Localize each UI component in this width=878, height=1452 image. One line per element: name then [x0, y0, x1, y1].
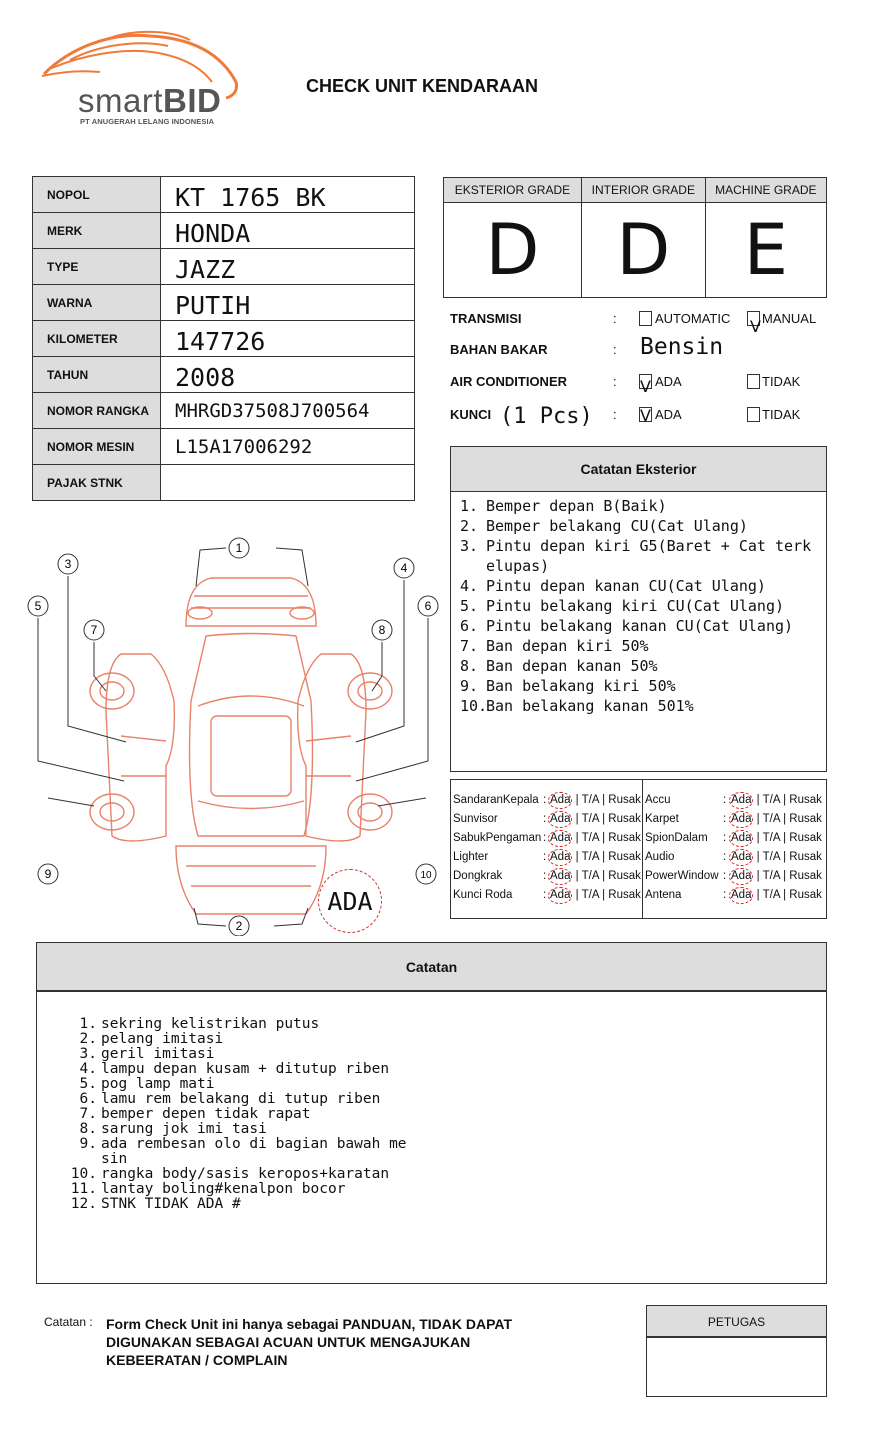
accessory-status: Ada | T/A | Rusak [729, 829, 822, 848]
damage-marker-3 [58, 554, 78, 574]
colon: : [543, 851, 547, 863]
transmisi-label: TRANSMISI [450, 311, 522, 326]
ada-selected-mark: Ada [548, 887, 572, 904]
svg-text:3: 3 [64, 557, 72, 571]
table-row [33, 393, 415, 429]
accessories-panel [450, 779, 827, 919]
notes-panel [36, 942, 827, 1284]
colon: : [543, 813, 547, 825]
ac-tidak-label: TIDAK [762, 374, 801, 389]
grade-header: MACHINE GRADE [705, 178, 826, 203]
ada-selected-mark: Ada [729, 811, 753, 828]
ada-selected-mark: Ada [729, 887, 753, 904]
accessory-name: Lighter [453, 851, 489, 863]
check-mark-icon: V [640, 406, 651, 425]
list-item: 1. Bemper depan B(Baik) [460, 497, 667, 515]
automatic-label: AUTOMATIC [655, 311, 731, 326]
table-row [33, 285, 415, 321]
vehicle-info-table [32, 176, 415, 501]
svg-text:10: 10 [420, 870, 432, 881]
list-item: 9. Ban belakang kiri 50% [460, 677, 676, 695]
svg-text:7: 7 [90, 623, 98, 637]
accessory-status: Ada | T/A | Rusak [548, 810, 641, 829]
list-item: 10. Ban belakang kanan 501% [460, 697, 694, 715]
petugas-box [646, 1305, 827, 1397]
notes-list [37, 992, 826, 1212]
colon: : [723, 889, 727, 901]
field-label: NOPOL [33, 177, 161, 213]
svg-text:4: 4 [400, 561, 408, 575]
damage-marker-10 [416, 864, 436, 884]
field-value: MHRGD37508J700564 [161, 393, 415, 429]
top-view [190, 634, 313, 837]
ac-tidak-checkbox[interactable] [747, 374, 760, 389]
list-item: 6. Pintu belakang kanan CU(Cat Ulang) [460, 617, 794, 635]
damage-marker-2 [229, 916, 249, 936]
list-item: 2. Bemper belakang CU(Cat Ulang) [460, 517, 748, 535]
field-value: JAZZ [161, 249, 415, 285]
damage-marker-1 [229, 538, 249, 558]
colon: : [543, 870, 547, 882]
list-item: 7. Ban depan kiri 50% [460, 637, 649, 655]
table-row [33, 249, 415, 285]
ac-label: AIR CONDITIONER [450, 374, 567, 389]
damage-marker-8 [372, 620, 392, 640]
field-value: HONDA [161, 213, 415, 249]
list-item: 8. sarung jok imi tasi [79, 1121, 267, 1137]
field-value: PUTIH [161, 285, 415, 321]
field-label: NOMOR MESIN [33, 429, 161, 465]
ada-selected-mark: Ada [729, 792, 753, 809]
footer-disclaimer: Form Check Unit ini hanya sebagai PANDUAN, TIDAK DAPAT DIGUNAKAN SEBAGAI ACUAN UNTUK MENGAJUKAN KEBEERATAN / COMPLAIN [106, 1316, 513, 1368]
colon: : [613, 374, 617, 389]
ada-selected-mark: Ada [548, 849, 572, 866]
field-label: TYPE [33, 249, 161, 285]
list-item: 4. lampu depan kusam + ditutup riben [79, 1061, 390, 1077]
svg-text:1: 1 [235, 541, 243, 555]
svg-text:9: 9 [44, 867, 52, 881]
accessory-name: PowerWindow [645, 870, 719, 882]
list-item: 5. Pintu belakang kiri CU(Cat Ulang) [460, 597, 785, 615]
bahan-bakar-value: Bensin [640, 334, 724, 360]
accessory-name: Accu [645, 794, 671, 806]
ada-selected-mark: Ada [729, 830, 753, 847]
grade-table [443, 177, 827, 298]
kunci-tidak-checkbox[interactable] [747, 407, 760, 422]
ada-selected-mark: Ada [548, 792, 572, 809]
damage-marker-9 [38, 864, 58, 884]
table-row [33, 321, 415, 357]
damage-marker-7 [84, 620, 104, 640]
field-value [161, 465, 415, 501]
list-item: 1. sekring kelistrikan putus [79, 1016, 320, 1032]
damage-marker-5 [28, 596, 48, 616]
bahan-bakar-label: BAHAN BAKAR [450, 342, 548, 357]
ada-selected-mark: Ada [548, 830, 572, 847]
colon: : [613, 311, 617, 326]
check-mark-icon: V [750, 317, 761, 336]
accessory-name: Antena [645, 889, 682, 901]
logo-wordmark: smartBID [78, 82, 222, 119]
grade-value: D [444, 203, 582, 298]
kunci-tidak-label: TIDAK [762, 407, 801, 422]
accessory-status: Ada | T/A | Rusak [729, 791, 822, 810]
list-item: 7. bemper depen tidak rapat [79, 1106, 311, 1122]
grade-header: INTERIOR GRADE [581, 178, 705, 203]
damage-marker-6 [418, 596, 438, 616]
divider [642, 780, 643, 918]
svg-text:2: 2 [235, 919, 243, 933]
field-value: L15A17006292 [161, 429, 415, 465]
ada-badge: ADA [318, 869, 382, 933]
accessory-name: SandaranKepala [453, 794, 539, 806]
accessory-name: Dongkrak [453, 870, 503, 882]
accessory-status: Ada | T/A | Rusak [548, 867, 641, 886]
field-value: 2008 [161, 357, 415, 393]
rear-view [176, 846, 326, 914]
grade-value: E [705, 203, 826, 298]
colon: : [543, 889, 547, 901]
list-item: 10. rangka body/sasis keropos+karatan [70, 1166, 390, 1182]
list-item: 4. Pintu depan kanan CU(Cat Ulang) [460, 577, 766, 595]
ada-selected-mark: Ada [729, 868, 753, 885]
field-label: MERK [33, 213, 161, 249]
footer-label: Catatan : [44, 1315, 93, 1329]
colon: : [543, 794, 547, 806]
field-label: WARNA [33, 285, 161, 321]
field-label: NOMOR RANGKA [33, 393, 161, 429]
right-side-view [298, 654, 366, 841]
accessory-status: Ada | T/A | Rusak [548, 791, 641, 810]
accessory-name: Kunci Roda [453, 889, 513, 901]
table-row [33, 429, 415, 465]
accessory-status: Ada | T/A | Rusak [729, 867, 822, 886]
field-value: KT 1765 BK [161, 177, 415, 213]
accessory-name: Karpet [645, 813, 679, 825]
accessory-status: Ada | T/A | Rusak [548, 886, 641, 905]
accessory-status: Ada | T/A | Rusak [729, 810, 822, 829]
field-value: 147726 [161, 321, 415, 357]
colon: : [543, 832, 547, 844]
accessory-status: Ada | T/A | Rusak [729, 886, 822, 905]
logo-company: PT ANUGERAH LELANG INDONESIA [80, 117, 215, 126]
table-row [33, 465, 415, 501]
field-label: KILOMETER [33, 321, 161, 357]
accessory-status: Ada | T/A | Rusak [548, 848, 641, 867]
ada-selected-mark: Ada [548, 868, 572, 885]
kunci-count: (1 Pcs) [500, 404, 593, 429]
list-item: 12. STNK TIDAK ADA # [70, 1196, 241, 1212]
grade-header: EKSTERIOR GRADE [444, 178, 582, 203]
check-mark-icon: V [640, 377, 651, 396]
list-item: 8. Ban depan kanan 50% [460, 657, 658, 675]
manual-label: MANUAL [762, 311, 817, 326]
field-label: PAJAK STNK [33, 465, 161, 501]
colon: : [723, 813, 727, 825]
field-label: TAHUN [33, 357, 161, 393]
list-item: 9. ada rembesan olo di bagian bawah me sin [79, 1136, 407, 1167]
colon: : [613, 407, 617, 422]
accessory-name: SpionDalam [645, 832, 708, 844]
colon: : [723, 794, 727, 806]
accessory-name: Sunvisor [453, 813, 498, 825]
table-row [33, 177, 415, 213]
ac-ada-label: ADA [655, 374, 682, 389]
svg-text:8: 8 [378, 623, 386, 637]
kunci-ada-label: ADA [655, 407, 682, 422]
notes-title: Catatan [37, 943, 826, 992]
accessory-name: Audio [645, 851, 675, 863]
exterior-notes-panel [450, 446, 827, 772]
exterior-notes-title: Catatan Eksterior [451, 447, 826, 492]
list-item: 11. lantay boling#kenalpon bocor [70, 1181, 346, 1197]
table-row [33, 357, 415, 393]
svg-text:5: 5 [34, 599, 42, 613]
ada-selected-mark: Ada [548, 811, 572, 828]
colon: : [613, 342, 617, 357]
table-row [33, 213, 415, 249]
colon: : [723, 832, 727, 844]
automatic-checkbox[interactable] [639, 311, 652, 326]
kunci-label: KUNCI [450, 407, 492, 422]
svg-text:6: 6 [424, 599, 432, 613]
ada-selected-mark: Ada [729, 849, 753, 866]
exterior-notes-list [451, 492, 826, 716]
grade-value: D [581, 203, 705, 298]
accessory-status: Ada | T/A | Rusak [729, 848, 822, 867]
colon: : [723, 870, 727, 882]
car-damage-diagram [26, 536, 446, 936]
list-item: 6. lamu rem belakang di tutup riben [79, 1091, 381, 1107]
page-title: CHECK UNIT KENDARAAN [306, 76, 538, 96]
accessory-status: Ada | T/A | Rusak [548, 829, 641, 848]
accessory-name: SabukPengaman [453, 832, 542, 844]
list-item: 3. Pintu depan kiri G5(Baret + Cat terk elupas) [460, 537, 812, 575]
list-item: 5. pog lamp mati [79, 1076, 215, 1092]
list-item: 2. pelang imitasi [79, 1031, 224, 1047]
list-item: 3. geril imitasi [79, 1046, 215, 1062]
damage-marker-4 [394, 558, 414, 578]
colon: : [723, 851, 727, 863]
petugas-title: PETUGAS [647, 1306, 826, 1338]
